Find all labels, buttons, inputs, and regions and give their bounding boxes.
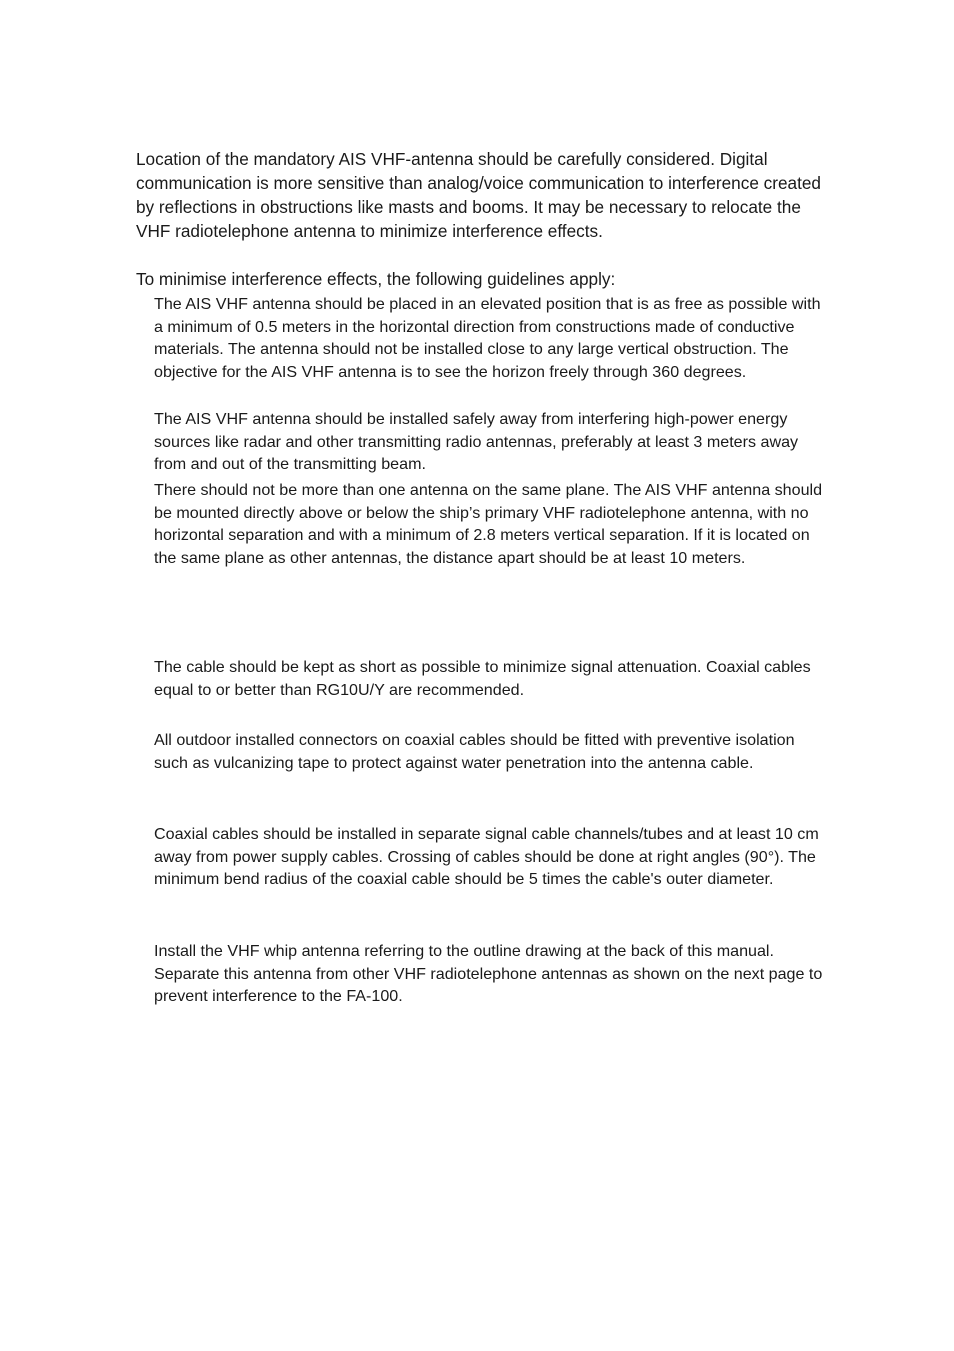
cable-note: Install the VHF whip antenna referring to the outline drawing at the back of this manual. Separate this antenna from other VHF radiotelephone antennas as shown on the next page to prevent interference to the FA-100.	[154, 942, 823, 1005]
cable-note: All outdoor installed connectors on coaxial cables should be fitted with preventive isolation such as vulcanizing tape to protect against water penetration into the antenna cable.	[154, 731, 795, 772]
guideline-item: The AIS VHF antenna should be placed in an elevated position that is as free as possible with a minimum of 0.5 meters in the horizontal direction from constructions made of conductive materials. The antenna should not be installed close to any large vertical obstruction. The objective for the AIS VHF antenna is to see the horizon freely through 360 degrees.	[154, 295, 821, 381]
intro-paragraph: Location of the mandatory AIS VHF-antenna should be carefully considered. Digital communication is more sensitive than analog/voice communication to interference created by reflections in obstructions like masts and booms. It may be necessary to relocate the VHF radiotelephone antenna to minimize interference effects.	[136, 149, 821, 241]
guideline-item: There should not be more than one antenna on the same plane. The AIS VHF antenna should be mounted directly above or below the ship’s primary VHF radiotelephone antenna, with no horizontal separation and with a minimum of 2.8 meters vertical separation. If it is located on the same plane as other antennas, the distance apart should be at least 10 meters.	[154, 481, 823, 567]
guidelines-lead: To minimise interference effects, the following guidelines apply:	[136, 269, 616, 289]
guideline-item: The AIS VHF antenna should be installed safely away from interfering high-power energy sources like radar and other transmitting radio antennas, preferably at least 3 meters away from and out of the transmitting beam.	[154, 410, 799, 473]
cable-note: The cable should be kept as short as possible to minimize signal attenuation. Coaxial cables equal to or better than RG10U/Y are recommended.	[154, 658, 811, 699]
cable-note: Coaxial cables should be installed in separate signal cable channels/tubes and at least 10 cm away from power supply cables. Crossing of cables should be done at right angles (90°). The minimum bend radius of the coaxial cable should be 5 times the cable's outer diameter.	[154, 825, 819, 888]
